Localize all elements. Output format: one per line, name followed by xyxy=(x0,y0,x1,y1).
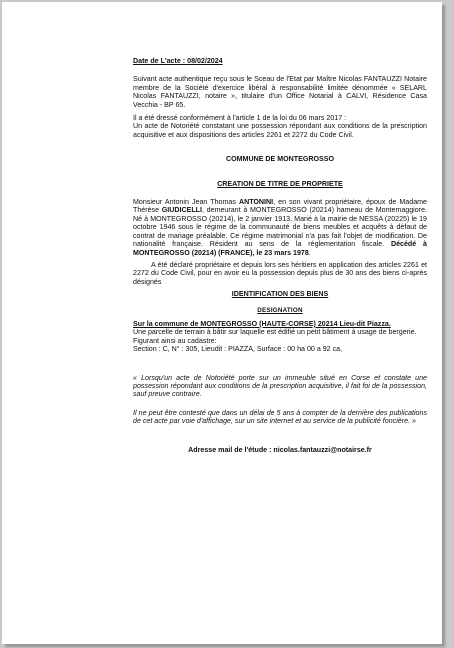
spouse-name: GIUDICELLI xyxy=(161,206,202,215)
document-content xyxy=(133,57,427,454)
owner-pre: Monsieur Antonin Jean Thomas xyxy=(133,198,239,207)
location-line: Sur la commune de MONTEGROSSO (HAUTE-CORSE) 20214 Lieu-dit Piazza. xyxy=(133,319,391,328)
identification-title: IDENTIFICATION DES BIENS xyxy=(231,290,329,299)
designation-title: DESIGNATION xyxy=(257,306,303,314)
notoriety-description: Un acte de Notoriété constatant une possession répondant aux conditions de la prescription acquisitive et aux dispositions des articles 2261 et 2272 du Code Civil. xyxy=(133,122,427,139)
owner-name: ANTONINI xyxy=(238,198,274,207)
office-email: Adresse mail de l'étude : nicolas.fantauzzi@notairse.fr xyxy=(188,445,372,454)
owner-paragraph xyxy=(133,198,427,257)
document-page xyxy=(2,2,442,644)
act-date: Date de L'acte : 08/02/2024 xyxy=(133,57,223,65)
law-reference: Il a été dressé conformément à l'article 1 de la loi du 06 mars 2017 : xyxy=(133,114,347,123)
cadastre-intro: Figurant ainsi au cadastre: xyxy=(133,336,217,345)
deceased-info: Décédé à MONTEGROSSO (20214) (FRANCE), le 23 mars 1978 xyxy=(133,240,427,257)
deceased-end: . xyxy=(308,248,311,257)
legal-quote-2: Il ne peut être contesté que dans un délai de 5 ans à compter de la dernière des publications de cet acte par voie d'affichage, sur un site internet et au service de la publicité foncière. » xyxy=(133,408,427,426)
creation-title: CREATION DE TITRE DE PROPRIETE xyxy=(217,179,343,188)
owner-mid: , en son vivant propriétaire, époux de Madame Thérèse xyxy=(133,198,428,215)
parcel-description: Une parcelle de terrain à bâtir sur laquelle est édifié un petit bâtiment à usage de bergerie. xyxy=(133,328,417,337)
owner-post: , demeurant à MONTEGROSSO (20214) hameau de Montemaggiore. Né à MONTEGROSSO (20214), le 2 janvier 1913. Marié à la mairie de NESSA (20225) le 19 octobre 1946 sous le régime de la communauté de biens meubles et acquêts à défaut de contrat de mariage préalable. Ce régime matrimonial n'a pas fait l'objet de modification. De nationalité française. Résident au sens de la réglementation fiscale. xyxy=(133,206,427,249)
intro-paragraph: Suivant acte authentique reçu sous le Sceau de l'Etat par Maître Nicolas FANTAUZZI Notaire membre de la Société d'exercice libéral à responsabilité limitée dénommée « SELARL Nicolas FANTAUZZI, notaire », titulaire d'un Office Notarial à CALVI, Résidence Casa Vecchia - BP 65. xyxy=(133,75,427,109)
commune-title: COMMUNE DE MONTEGROSSO xyxy=(226,155,334,164)
legal-quote-1: « Lorsqu'un acte de Notoriété porte sur un immeuble situé en Corse et constate une possession répondant aux conditions de la prescription acquisitive, il fait foi de la possession, sauf preuve contraire. xyxy=(133,373,427,399)
cadastre-line: Section : C, N° : 305, Lieudit : PIAZZA, Surface : 00 ha 00 a 92 ca, xyxy=(133,345,343,354)
heirs-paragraph: A été déclaré propriétaire et depuis lors ses héritiers en application des articles 2261 et 2272 du Code Civil, pour en avoir eu la possession depuis plus de 30 ans des biens ci-après désignés xyxy=(133,260,427,286)
